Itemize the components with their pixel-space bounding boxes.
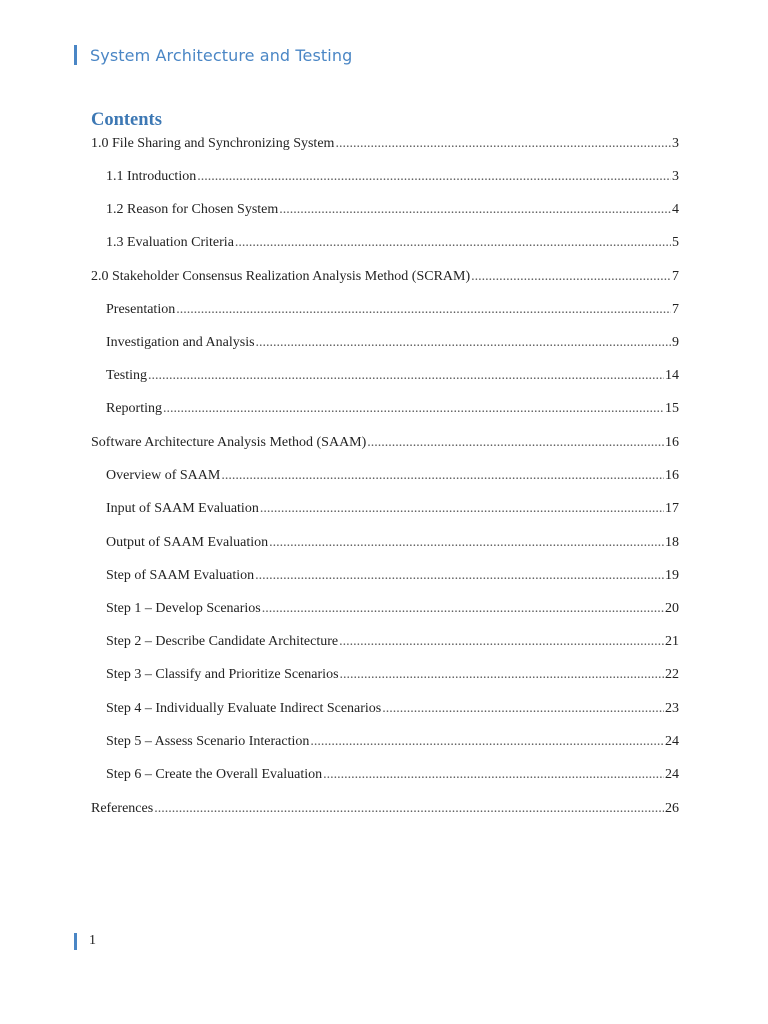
dot-leader (235, 234, 671, 252)
dot-leader (340, 666, 664, 684)
toc-entry[interactable] (106, 168, 679, 186)
toc-entry-title: Software Architecture Analysis Method (SAAM) (91, 435, 367, 450)
toc-entry[interactable] (106, 467, 679, 485)
toc-entry[interactable] (106, 633, 679, 651)
toc-entry-title: Step 3 – Classify and Prioritize Scenarios (106, 667, 339, 682)
toc-entry-page: 3 (672, 136, 679, 151)
toc-entry-page: 3 (672, 169, 679, 184)
toc-heading: Contents (91, 110, 162, 130)
toc-entry[interactable] (106, 234, 679, 252)
toc-entry-page: 21 (665, 634, 679, 649)
toc-entry[interactable] (106, 666, 679, 684)
dot-leader (163, 400, 664, 418)
document-title: System Architecture and Testing (90, 45, 353, 65)
dot-leader (471, 268, 671, 286)
toc-entry[interactable] (106, 766, 679, 784)
toc-entry-page: 9 (672, 335, 679, 350)
toc-entry[interactable] (106, 600, 679, 618)
toc-entry-title: Output of SAAM Evaluation (106, 535, 269, 550)
dot-leader (323, 766, 664, 784)
dot-leader (154, 800, 664, 818)
dot-leader (221, 467, 664, 485)
toc-entry-title: Presentation (106, 302, 176, 317)
toc-entry-page: 4 (672, 202, 679, 217)
dot-leader (339, 633, 664, 651)
dot-leader (260, 500, 664, 518)
toc-entry[interactable] (106, 201, 679, 219)
toc-entry-title: Step 2 – Describe Candidate Architecture (106, 634, 339, 649)
page-header (74, 44, 352, 66)
toc-entry[interactable] (91, 268, 679, 286)
toc-entry-title: Overview of SAAM (106, 468, 221, 483)
toc-entry-title: Investigation and Analysis (106, 335, 255, 350)
page-number: 1 (89, 933, 96, 948)
toc-entry-page: 15 (665, 401, 679, 416)
toc-entry-page: 7 (672, 269, 679, 284)
dot-leader (256, 334, 671, 352)
toc-entry-title: Step of SAAM Evaluation (106, 568, 255, 583)
toc-entry-title: 2.0 Stakeholder Consensus Realization Analysis Method (SCRAM) (91, 269, 471, 284)
dot-leader (279, 201, 671, 219)
toc-entry-page: 7 (672, 302, 679, 317)
dot-leader (382, 700, 664, 718)
toc-entry-page: 24 (665, 734, 679, 749)
toc-entry-page: 16 (665, 435, 679, 450)
header-accent-bar (74, 45, 77, 65)
toc-entry-title: 1.2 Reason for Chosen System (106, 202, 279, 217)
toc-entry[interactable] (106, 733, 679, 751)
toc-entry-title: Input of SAAM Evaluation (106, 501, 259, 516)
dot-leader (197, 168, 671, 186)
toc-entry-page: 26 (665, 801, 679, 816)
toc-entry[interactable] (106, 301, 679, 319)
toc-entry-title: Step 1 – Develop Scenarios (106, 601, 261, 616)
toc-entry[interactable] (106, 500, 679, 518)
toc-entry-title: Step 5 – Assess Scenario Interaction (106, 734, 310, 749)
toc-entry-title: 1.0 File Sharing and Synchronizing System (91, 136, 335, 151)
toc-entry-page: 24 (665, 767, 679, 782)
toc-entry[interactable] (91, 800, 679, 818)
toc-entry[interactable] (91, 434, 679, 452)
dot-leader (262, 600, 664, 618)
toc-entry-page: 23 (665, 701, 679, 716)
toc-entry-title: References (91, 801, 154, 816)
dot-leader (269, 534, 664, 552)
dot-leader (367, 434, 664, 452)
page-footer (74, 932, 96, 950)
toc-entry-page: 17 (665, 501, 679, 516)
toc-entry-page: 14 (665, 368, 679, 383)
toc-entry-page: 22 (665, 667, 679, 682)
dot-leader (176, 301, 671, 319)
toc-entry-title: Step 6 – Create the Overall Evaluation (106, 767, 323, 782)
toc-entry[interactable] (106, 700, 679, 718)
toc-entry-page: 16 (665, 468, 679, 483)
toc-entry-title: 1.3 Evaluation Criteria (106, 235, 234, 250)
toc-entry[interactable] (106, 534, 679, 552)
dot-leader (148, 367, 664, 385)
toc-entry-page: 18 (665, 535, 679, 550)
toc-entry-title: Testing (106, 368, 148, 383)
toc-entry[interactable] (106, 567, 679, 585)
toc-entry[interactable] (106, 334, 679, 352)
dot-leader (255, 567, 664, 585)
toc-entry-page: 5 (672, 235, 679, 250)
toc-entry-title: 1.1 Introduction (106, 169, 197, 184)
toc-entry-title: Reporting (106, 401, 162, 416)
toc-entry[interactable] (106, 400, 679, 418)
dot-leader (335, 135, 671, 153)
toc-entry-page: 20 (665, 601, 679, 616)
toc-entry[interactable] (106, 367, 679, 385)
toc-entry-title: Step 4 – Individually Evaluate Indirect Scenarios (106, 701, 382, 716)
dot-leader (310, 733, 664, 751)
footer-accent-bar (74, 933, 77, 950)
toc-entry-page: 19 (665, 568, 679, 583)
toc-entry[interactable] (91, 135, 679, 153)
